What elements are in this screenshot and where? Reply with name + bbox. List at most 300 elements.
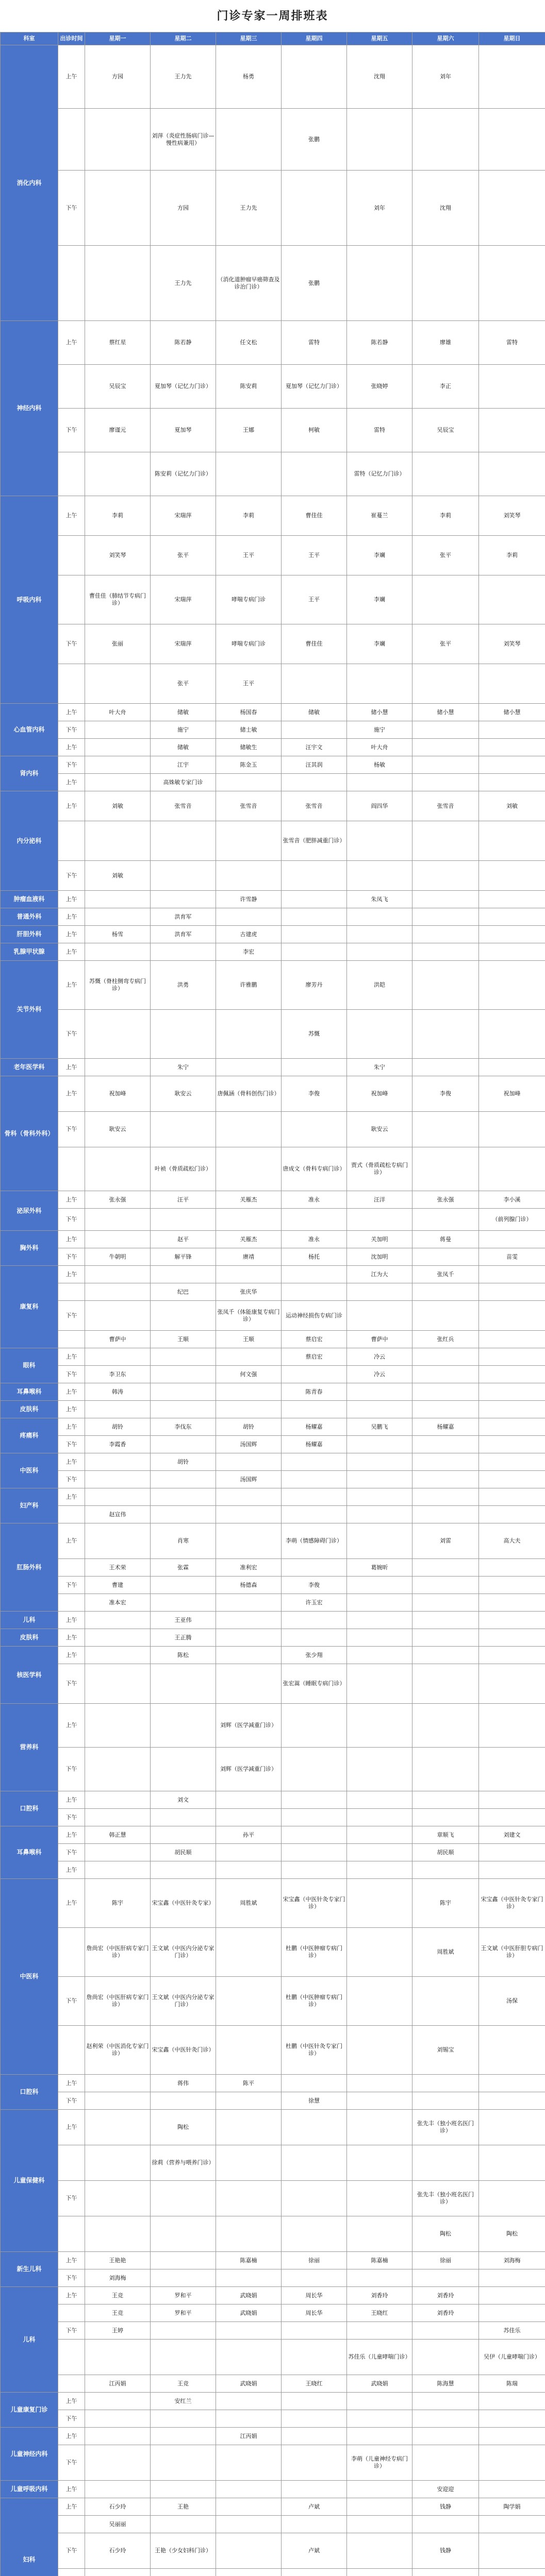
doctor-cell bbox=[479, 109, 545, 171]
doctor-cell bbox=[216, 2181, 282, 2216]
doctor-cell: 胡铃 bbox=[85, 1418, 151, 1436]
doctor-cell: 蒋伟 bbox=[151, 2075, 216, 2092]
doctor-cell: 陈安莉（记忆力门诊） bbox=[151, 452, 216, 496]
doctor-cell bbox=[216, 109, 282, 171]
doctor-cell bbox=[479, 1594, 545, 1612]
doctor-cell: 洪育军 bbox=[151, 908, 216, 926]
doctor-cell bbox=[412, 821, 479, 861]
doctor-cell bbox=[85, 2216, 151, 2252]
doctor-cell bbox=[85, 1664, 151, 1704]
doctor-cell: 雷特 bbox=[347, 409, 412, 452]
doctor-cell bbox=[347, 2181, 412, 2216]
department-cell: 营养科 bbox=[1, 1704, 58, 1791]
doctor-cell: 李萌（情感障碍门诊） bbox=[282, 1523, 347, 1559]
doctor-cell bbox=[347, 109, 412, 171]
doctor-cell: 徐丽 bbox=[282, 2252, 347, 2269]
session-cell: 上午 bbox=[58, 1523, 85, 1559]
doctor-cell bbox=[85, 1488, 151, 1506]
doctor-cell: 古建虎 bbox=[216, 926, 282, 943]
doctor-cell: 周胜斌 bbox=[412, 1928, 479, 1977]
doctor-cell bbox=[216, 1401, 282, 1418]
doctor-cell: 吴丽丽 bbox=[85, 2516, 151, 2533]
doctor-cell: 张雪音（肥胖减重门诊） bbox=[282, 821, 347, 861]
doctor-cell: 许玉宏 bbox=[282, 1594, 347, 1612]
doctor-cell bbox=[479, 365, 545, 409]
doctor-cell: 蔡启宏 bbox=[282, 1348, 347, 1366]
doctor-cell: 杜鹏（中医肿瘤专病门诊） bbox=[282, 1977, 347, 2026]
doctor-cell bbox=[282, 2075, 347, 2092]
doctor-cell: 祝加峰 bbox=[85, 1076, 151, 1112]
department-cell: 口腔科 bbox=[1, 2075, 58, 2110]
table-row bbox=[1, 2287, 545, 2304]
table-row bbox=[1, 2269, 545, 2287]
doctor-cell: 宋瑞萍 bbox=[151, 624, 216, 664]
doctor-cell bbox=[347, 926, 412, 943]
session-cell: 下午 bbox=[58, 1436, 85, 1453]
department-cell: 呼吸内科 bbox=[1, 496, 58, 704]
doctor-cell bbox=[479, 943, 545, 961]
doctor-cell bbox=[412, 1112, 479, 1147]
table-row bbox=[1, 536, 545, 575]
doctor-cell bbox=[85, 821, 151, 861]
doctor-cell: 陶松 bbox=[479, 2216, 545, 2252]
doctor-cell bbox=[216, 2145, 282, 2181]
doctor-cell bbox=[85, 1612, 151, 1629]
session-cell: 下午 bbox=[58, 1471, 85, 1488]
doctor-cell bbox=[282, 774, 347, 791]
doctor-cell: 张凤千（体能康复专病门诊） bbox=[216, 1301, 282, 1331]
department-cell: 儿童神经内科 bbox=[1, 2428, 58, 2481]
doctor-cell: 方园 bbox=[85, 45, 151, 109]
table-row bbox=[1, 961, 545, 1010]
doctor-cell: 张鹏 bbox=[282, 246, 347, 321]
doctor-cell bbox=[412, 1283, 479, 1301]
table-row bbox=[1, 721, 545, 739]
table-row bbox=[1, 1266, 545, 1283]
doctor-cell: 叶大舟 bbox=[85, 704, 151, 721]
doctor-cell bbox=[412, 926, 479, 943]
doctor-cell bbox=[479, 1506, 545, 1523]
doctor-cell bbox=[151, 2181, 216, 2216]
doctor-cell bbox=[479, 1809, 545, 1826]
doctor-cell bbox=[479, 2410, 545, 2428]
doctor-cell: 钱静 bbox=[412, 2533, 479, 2569]
doctor-cell bbox=[412, 1348, 479, 1366]
doctor-cell: （消化道肿瘤早癌筛查及诊治门诊） bbox=[216, 246, 282, 321]
doctor-cell: 汪宇文 bbox=[282, 739, 347, 756]
doctor-cell: 准利宏 bbox=[216, 1559, 282, 1577]
session-cell bbox=[58, 664, 85, 704]
doctor-cell bbox=[282, 1506, 347, 1523]
table-row bbox=[1, 409, 545, 452]
doctor-cell bbox=[412, 2340, 479, 2375]
doctor-cell bbox=[282, 1748, 347, 1791]
doctor-cell: 章顺飞 bbox=[412, 1826, 479, 1844]
doctor-cell bbox=[347, 246, 412, 321]
doctor-cell bbox=[347, 908, 412, 926]
doctor-cell: 王术荣 bbox=[85, 1559, 151, 1577]
doctor-cell: 钱静 bbox=[412, 2498, 479, 2516]
doctor-cell: 叶大舟 bbox=[347, 739, 412, 756]
session-cell bbox=[58, 1147, 85, 1191]
doctor-cell bbox=[347, 2569, 412, 2576]
doctor-cell: 陈若静 bbox=[151, 321, 216, 365]
doctor-cell bbox=[412, 1791, 479, 1809]
doctor-cell bbox=[347, 2216, 412, 2252]
doctor-cell: 储敏生 bbox=[216, 739, 282, 756]
table-row bbox=[1, 2304, 545, 2322]
doctor-cell: 牛朝明 bbox=[85, 1248, 151, 1266]
doctor-cell: 王平 bbox=[282, 575, 347, 624]
doctor-cell bbox=[282, 1209, 347, 1231]
doctor-cell: 张平 bbox=[412, 536, 479, 575]
doctor-cell bbox=[85, 1348, 151, 1366]
doctor-cell: 冷云 bbox=[347, 1348, 412, 1366]
doctor-cell: 张凤千 bbox=[412, 1266, 479, 1283]
doctor-cell bbox=[347, 1488, 412, 1506]
doctor-cell: 关加明 bbox=[347, 1231, 412, 1248]
doctor-cell: 刘笑琴 bbox=[85, 536, 151, 575]
doctor-cell: 李俊 bbox=[412, 1076, 479, 1112]
table-row bbox=[1, 926, 545, 943]
doctor-cell bbox=[479, 409, 545, 452]
doctor-cell bbox=[347, 2092, 412, 2110]
doctor-cell bbox=[412, 109, 479, 171]
department-cell: 消化内科 bbox=[1, 45, 58, 321]
session-cell bbox=[58, 109, 85, 171]
doctor-cell bbox=[479, 2075, 545, 2092]
session-cell bbox=[58, 1506, 85, 1523]
doctor-cell bbox=[216, 1928, 282, 1977]
doctor-cell bbox=[479, 1861, 545, 1879]
doctor-cell: 刘香玲 bbox=[412, 2304, 479, 2322]
doctor-cell bbox=[347, 2145, 412, 2181]
doctor-cell bbox=[479, 1647, 545, 1664]
table-row bbox=[1, 2075, 545, 2092]
doctor-cell: 苏慨 bbox=[282, 1010, 347, 1059]
doctor-cell bbox=[85, 2393, 151, 2410]
doctor-cell bbox=[85, 2445, 151, 2481]
doctor-cell: 周长华 bbox=[282, 2287, 347, 2304]
doctor-cell bbox=[85, 1647, 151, 1664]
doctor-cell: 杨德森 bbox=[216, 1577, 282, 1594]
doctor-cell: 卢斌 bbox=[282, 2498, 347, 2516]
session-cell: 上午 bbox=[58, 1879, 85, 1928]
doctor-cell: 陈嘉楠 bbox=[347, 2252, 412, 2269]
doctor-cell bbox=[282, 2428, 347, 2445]
doctor-cell bbox=[479, 246, 545, 321]
doctor-cell: 高姝敏专家门诊 bbox=[151, 774, 216, 791]
doctor-cell: 王艳（少女妇科门诊） bbox=[151, 2533, 216, 2569]
doctor-cell bbox=[216, 1488, 282, 1506]
doctor-cell: 陈嘉楠 bbox=[216, 2252, 282, 2269]
session-cell: 上午 bbox=[58, 1076, 85, 1112]
doctor-cell bbox=[216, 1383, 282, 1401]
department-cell: 胸外科 bbox=[1, 1231, 58, 1266]
doctor-cell: 张丽 bbox=[85, 624, 151, 664]
doctor-cell: 祝加峰 bbox=[347, 1076, 412, 1112]
doctor-cell: 准永 bbox=[282, 1191, 347, 1209]
doctor-cell: 宋宝鑫（中医针灸专家门诊） bbox=[479, 1879, 545, 1928]
doctor-cell bbox=[479, 2445, 545, 2481]
session-cell: 上午 bbox=[58, 2428, 85, 2445]
department-cell: 儿童保健科 bbox=[1, 2110, 58, 2252]
doctor-cell: 王艳 bbox=[151, 2498, 216, 2516]
doctor-cell bbox=[479, 1401, 545, 1418]
doctor-cell bbox=[479, 1112, 545, 1147]
session-cell: 上午 bbox=[58, 1826, 85, 1844]
doctor-cell bbox=[85, 2481, 151, 2498]
table-row bbox=[1, 1366, 545, 1383]
session-cell: 上午 bbox=[58, 961, 85, 1010]
session-cell bbox=[58, 1928, 85, 1977]
table-row bbox=[1, 1231, 545, 1248]
doctor-cell bbox=[216, 1791, 282, 1809]
table-row bbox=[1, 1844, 545, 1861]
doctor-cell bbox=[347, 1791, 412, 1809]
doctor-cell: 洪勇 bbox=[151, 961, 216, 1010]
doctor-cell bbox=[479, 2533, 545, 2569]
table-row bbox=[1, 1577, 545, 1594]
table-row bbox=[1, 2569, 545, 2576]
doctor-cell bbox=[216, 2445, 282, 2481]
table-row bbox=[1, 1076, 545, 1112]
doctor-cell bbox=[412, 1248, 479, 1266]
session-cell bbox=[58, 1594, 85, 1612]
doctor-cell: 吴伊（儿童哮喘门诊） bbox=[479, 2340, 545, 2375]
session-cell bbox=[58, 246, 85, 321]
session-cell bbox=[58, 2026, 85, 2075]
doctor-cell: 储士敏 bbox=[216, 721, 282, 739]
doctor-cell: 雷特 bbox=[479, 321, 545, 365]
doctor-cell bbox=[479, 2569, 545, 2576]
session-cell: 上午 bbox=[58, 1059, 85, 1076]
department-cell: 耳鼻喉科 bbox=[1, 1383, 58, 1401]
doctor-cell bbox=[151, 861, 216, 891]
doctor-cell bbox=[347, 1523, 412, 1559]
table-row bbox=[1, 1559, 545, 1577]
department-cell: 皮肤科 bbox=[1, 1629, 58, 1647]
table-row bbox=[1, 1928, 545, 1977]
session-cell: 下午 bbox=[58, 1748, 85, 1791]
doctor-cell bbox=[151, 1266, 216, 1283]
doctor-cell bbox=[85, 1791, 151, 1809]
session-cell: 下午 bbox=[58, 171, 85, 246]
doctor-cell: 刘敏 bbox=[479, 791, 545, 821]
table-row bbox=[1, 1436, 545, 1453]
doctor-cell: 夏加琴 bbox=[151, 409, 216, 452]
doctor-cell bbox=[412, 908, 479, 926]
doctor-cell bbox=[282, 1809, 347, 1826]
doctor-cell: 王竞 bbox=[85, 2304, 151, 2322]
doctor-cell: 刘海梅 bbox=[85, 2269, 151, 2287]
doctor-cell bbox=[282, 171, 347, 246]
doctor-cell: 胡民顺 bbox=[412, 1844, 479, 1861]
doctor-cell bbox=[216, 1977, 282, 2026]
session-cell bbox=[58, 2375, 85, 2393]
doctor-cell: 哮喘专病门诊 bbox=[216, 624, 282, 664]
doctor-cell bbox=[282, 1488, 347, 1506]
doctor-cell bbox=[347, 1612, 412, 1629]
table-row bbox=[1, 1331, 545, 1348]
doctor-cell: 曹佳佳（肺结节专病门诊） bbox=[85, 575, 151, 624]
session-cell: 上午 bbox=[58, 1629, 85, 1647]
doctor-cell: 宋宝鑫（中医针灸门诊） bbox=[151, 2026, 216, 2075]
table-row bbox=[1, 2481, 545, 2498]
doctor-cell: 苏佳乐 bbox=[479, 2322, 545, 2340]
doctor-cell bbox=[479, 2110, 545, 2145]
doctor-cell: 耿安云 bbox=[85, 1112, 151, 1147]
doctor-cell bbox=[347, 1471, 412, 1488]
doctor-cell bbox=[85, 1844, 151, 1861]
doctor-cell: 张雪音 bbox=[151, 791, 216, 821]
doctor-cell bbox=[347, 1977, 412, 2026]
doctor-cell bbox=[85, 739, 151, 756]
doctor-cell: 刘香玲 bbox=[412, 2287, 479, 2304]
doctor-cell bbox=[151, 1010, 216, 1059]
doctor-cell bbox=[412, 1383, 479, 1401]
session-cell bbox=[58, 452, 85, 496]
department-cell: 泌尿外科 bbox=[1, 1191, 58, 1231]
doctor-cell bbox=[347, 1809, 412, 1826]
table-row bbox=[1, 2181, 545, 2216]
doctor-cell bbox=[85, 1283, 151, 1301]
department-cell: 肾内科 bbox=[1, 756, 58, 791]
doctor-cell: 武晓娟 bbox=[216, 2375, 282, 2393]
doctor-cell: 胡铃 bbox=[216, 1418, 282, 1436]
doctor-cell: 陶松 bbox=[151, 2110, 216, 2145]
doctor-cell bbox=[479, 2092, 545, 2110]
doctor-cell bbox=[85, 2428, 151, 2445]
doctor-cell: 王婷 bbox=[85, 2322, 151, 2340]
doctor-cell: 廖芳丹 bbox=[282, 961, 347, 1010]
doctor-cell: 王亚伟 bbox=[151, 1612, 216, 1629]
table-row bbox=[1, 1791, 545, 1809]
doctor-cell: 赵平 bbox=[151, 1231, 216, 1248]
doctor-cell bbox=[216, 1664, 282, 1704]
doctor-cell bbox=[216, 1594, 282, 1612]
doctor-cell: 张平 bbox=[412, 624, 479, 664]
doctor-cell: 储小慧 bbox=[347, 704, 412, 721]
doctor-cell bbox=[85, 2145, 151, 2181]
doctor-cell: 张永强 bbox=[85, 1191, 151, 1209]
doctor-cell: 准永 bbox=[282, 1231, 347, 1248]
department-cell: 乳腺甲状腺 bbox=[1, 943, 58, 961]
doctor-cell: 吴鹏飞 bbox=[347, 1418, 412, 1436]
session-cell bbox=[58, 2304, 85, 2322]
doctor-cell bbox=[479, 1488, 545, 1506]
doctor-cell bbox=[412, 2445, 479, 2481]
doctor-cell: 陶松 bbox=[412, 2216, 479, 2252]
doctor-cell: 张晓婷 bbox=[347, 365, 412, 409]
doctor-cell bbox=[479, 2304, 545, 2322]
table-row bbox=[1, 1471, 545, 1488]
doctor-cell bbox=[85, 2092, 151, 2110]
doctor-cell bbox=[479, 1383, 545, 1401]
session-cell bbox=[58, 1283, 85, 1301]
session-cell: 上午 bbox=[58, 1418, 85, 1436]
doctor-cell bbox=[347, 2516, 412, 2533]
doctor-cell: 关雁杰 bbox=[216, 1191, 282, 1209]
doctor-cell: 王晓红 bbox=[282, 2375, 347, 2393]
session-cell: 下午 bbox=[58, 409, 85, 452]
session-cell: 下午 bbox=[58, 2533, 85, 2569]
doctor-cell bbox=[282, 45, 347, 109]
doctor-cell: 哮喘专病门诊 bbox=[216, 575, 282, 624]
doctor-cell bbox=[347, 1629, 412, 1647]
doctor-cell bbox=[479, 2145, 545, 2181]
doctor-cell bbox=[412, 1612, 479, 1629]
doctor-cell: 沈翔 bbox=[412, 171, 479, 246]
department-cell: 口腔科 bbox=[1, 1791, 58, 1826]
table-row bbox=[1, 2026, 545, 2075]
doctor-cell bbox=[479, 2481, 545, 2498]
doctor-cell bbox=[282, 1861, 347, 1879]
doctor-cell bbox=[151, 2516, 216, 2533]
doctor-cell: 刘香玲 bbox=[347, 2287, 412, 2304]
table-row bbox=[1, 1348, 545, 1366]
session-cell: 上午 bbox=[58, 2110, 85, 2145]
doctor-cell bbox=[479, 1612, 545, 1629]
doctor-cell bbox=[347, 1209, 412, 1231]
doctor-cell bbox=[85, 1301, 151, 1331]
doctor-cell bbox=[347, 1826, 412, 1844]
doctor-cell bbox=[282, 1629, 347, 1647]
doctor-cell bbox=[282, 1844, 347, 1861]
table-row bbox=[1, 664, 545, 704]
doctor-cell: 王娜 bbox=[216, 409, 282, 452]
doctor-cell bbox=[216, 861, 282, 891]
doctor-cell: 方园 bbox=[151, 171, 216, 246]
doctor-cell bbox=[282, 1791, 347, 1809]
doctor-cell: 储敏 bbox=[151, 739, 216, 756]
department-cell: 妇产科 bbox=[1, 1488, 58, 1523]
table-row bbox=[1, 1383, 545, 1401]
doctor-cell bbox=[412, 1704, 479, 1748]
doctor-cell bbox=[85, 943, 151, 961]
doctor-cell bbox=[151, 2322, 216, 2340]
doctor-cell bbox=[216, 774, 282, 791]
session-cell: 上午 bbox=[58, 704, 85, 721]
doctor-cell bbox=[282, 2322, 347, 2340]
doctor-cell: 蒋曼 bbox=[412, 1231, 479, 1248]
doctor-cell bbox=[479, 664, 545, 704]
doctor-cell bbox=[479, 2287, 545, 2304]
doctor-cell: 张霖 bbox=[151, 1559, 216, 1577]
doctor-cell bbox=[282, 2481, 347, 2498]
doctor-cell bbox=[216, 2340, 282, 2375]
session-cell: 下午 bbox=[58, 1112, 85, 1147]
doctor-cell: 李宏 bbox=[216, 943, 282, 961]
header-cell-mon: 星期一 bbox=[85, 32, 151, 45]
table-row bbox=[1, 2252, 545, 2269]
table-row bbox=[1, 109, 545, 171]
doctor-cell: 宋瑞萍 bbox=[151, 496, 216, 536]
doctor-cell bbox=[412, 1401, 479, 1418]
doctor-cell bbox=[347, 2428, 412, 2445]
doctor-cell: 任文松 bbox=[216, 321, 282, 365]
session-cell bbox=[58, 2216, 85, 2252]
session-cell: 下午 bbox=[58, 2269, 85, 2287]
doctor-cell bbox=[282, 1366, 347, 1383]
doctor-cell: 陈青春 bbox=[282, 1383, 347, 1401]
session-cell: 上午 bbox=[58, 496, 85, 536]
doctor-cell: 刘辉（医学减重门诊） bbox=[216, 1704, 282, 1748]
table-row bbox=[1, 1879, 545, 1928]
table-row bbox=[1, 1191, 545, 1209]
doctor-cell: 运动神经损伤专病门诊 bbox=[282, 1301, 347, 1331]
doctor-cell bbox=[479, 1348, 545, 1366]
